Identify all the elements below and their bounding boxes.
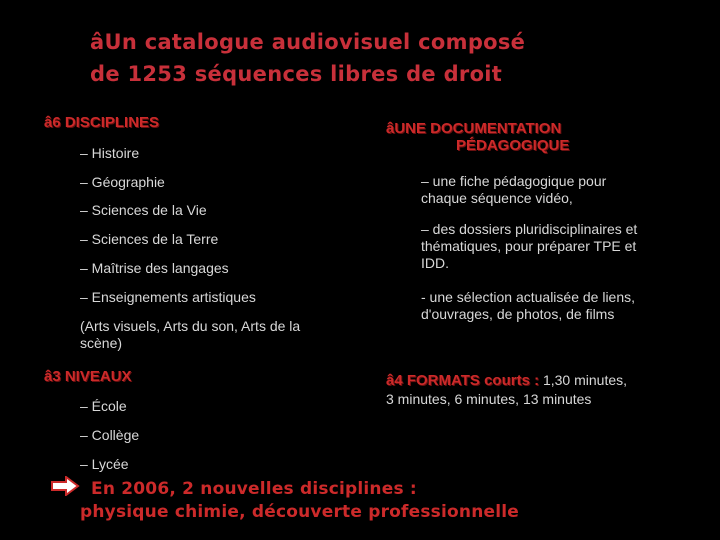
title-line-1: âUn catalogue audiovisuel composé xyxy=(90,30,526,54)
niveau-item: – Lycée xyxy=(80,456,129,472)
formats-text-line-2: 3 minutes, 6 minutes, 13 minutes xyxy=(386,391,592,407)
down-arrow-bullet-icon: â xyxy=(386,372,395,389)
formats-block xyxy=(386,372,706,408)
down-arrow-bullet-icon: â xyxy=(386,120,395,137)
formats-text: 1,30 minutes, xyxy=(539,372,628,388)
documentation-item: – des dossiers pluridisciplinaires et thématiques, pour préparer TPE et IDD. xyxy=(421,221,638,271)
discipline-item: – Sciences de la Terre xyxy=(80,231,219,247)
documentation-heading: âUNE DOCUMENTATION PÉDAGOGIQUE xyxy=(386,120,570,154)
down-arrow-bullet-icon: â xyxy=(44,114,53,131)
discipline-item: – Maîtrise des langages xyxy=(80,260,229,276)
documentation-item: - une sélection actualisée de liens, d'ouvrages, de photos, de films xyxy=(421,289,636,322)
niveau-item: – Collège xyxy=(80,427,140,443)
discipline-item: – Histoire xyxy=(80,145,140,161)
down-arrow-bullet-icon: â xyxy=(90,30,105,54)
formats-heading: â4 FORMATS courts : xyxy=(386,372,540,389)
title-line-2: de 1253 séquences libres de droit xyxy=(90,62,503,86)
documentation-item: – une fiche pédagogique pour chaque séquence vidéo, xyxy=(421,173,607,206)
right-arrow-pointer-icon xyxy=(50,476,80,496)
down-arrow-bullet-icon: â xyxy=(44,368,53,385)
arts-note: (Arts visuels, Arts du son, Arts de la scène) xyxy=(80,318,301,351)
discipline-item: – Géographie xyxy=(80,174,165,190)
niveaux-heading: â3 NIVEAUX xyxy=(44,368,132,385)
disciplines-heading: â6 DISCIPLINES xyxy=(44,114,160,131)
footer-note: En 2006, 2 nouvelles disciplines : physique chimie, découverte professionnelle xyxy=(80,479,520,522)
niveau-item: – École xyxy=(80,398,127,414)
discipline-item: – Sciences de la Vie xyxy=(80,202,207,218)
slide-title xyxy=(90,26,690,90)
discipline-item: – Enseignements artistiques xyxy=(80,289,256,305)
